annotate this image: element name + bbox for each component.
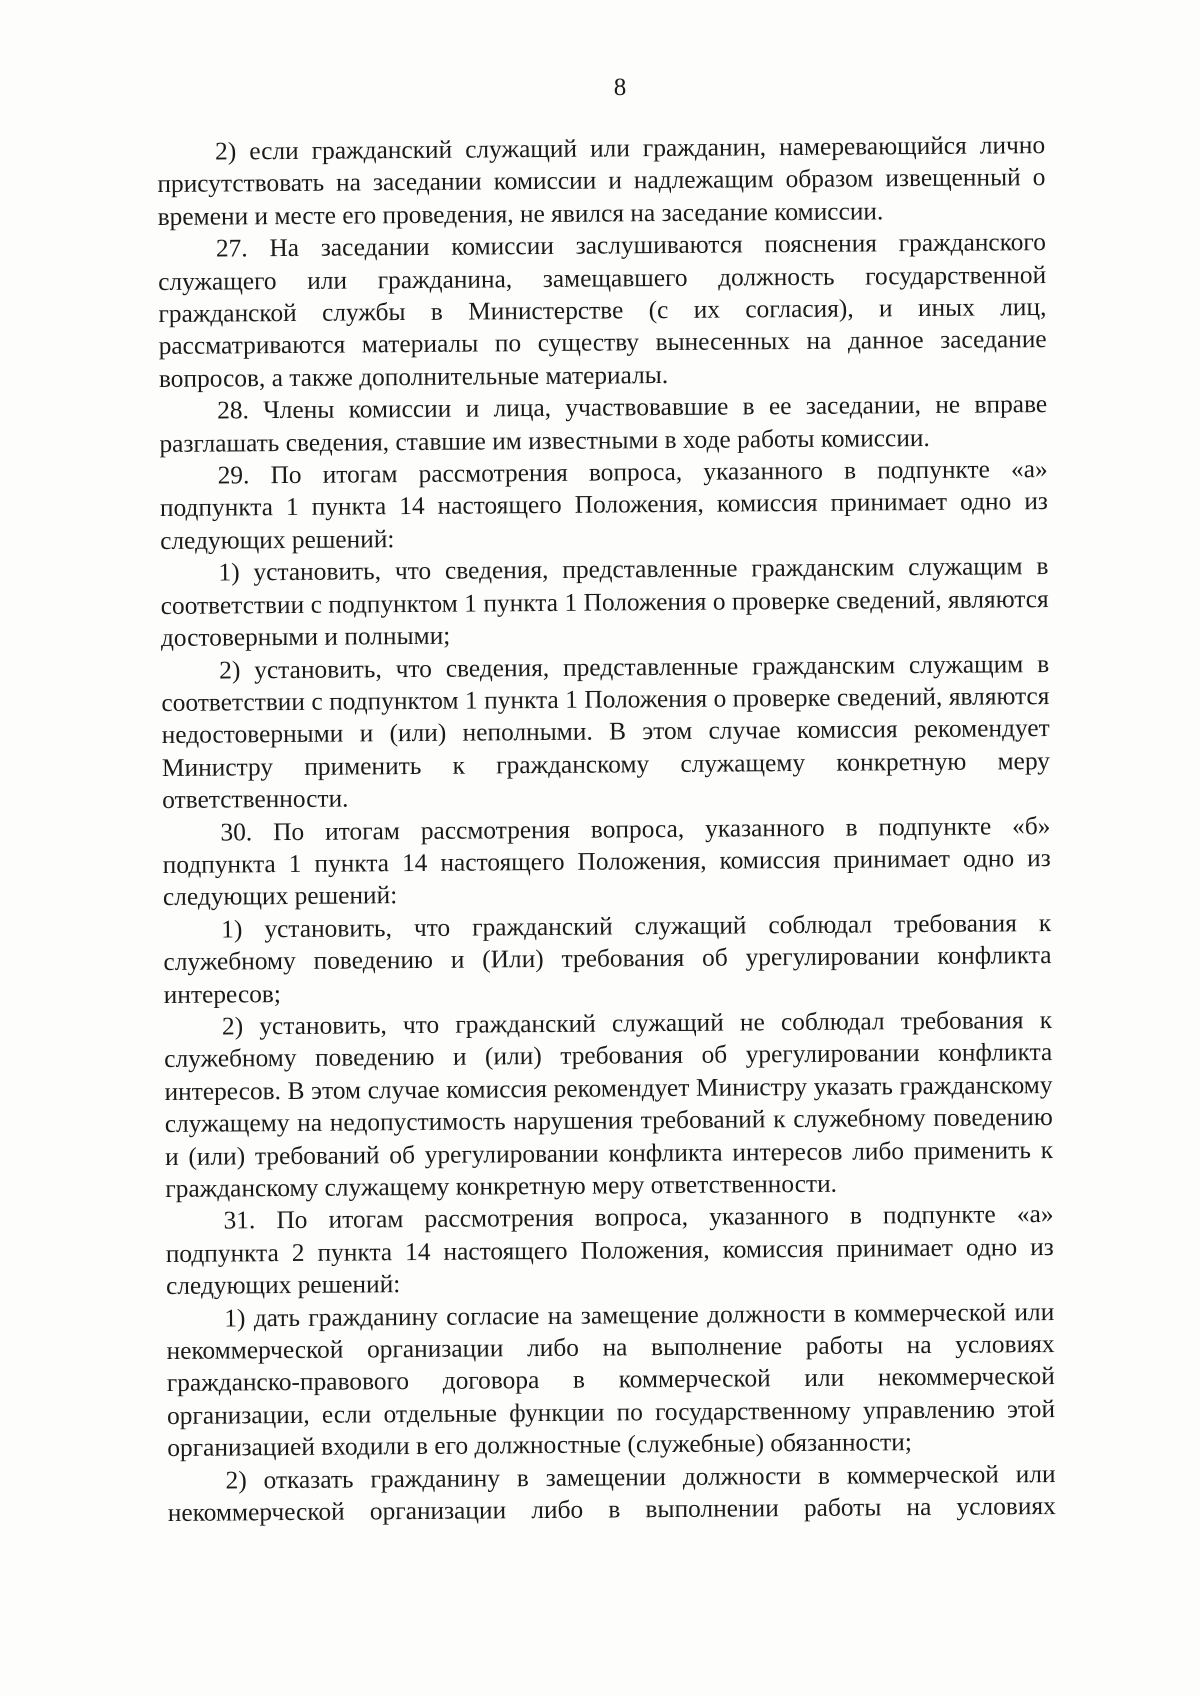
paragraph-31: 31. По итогам рассмотрения вопроса, указанного в подпункте «а» подпункта 2 пункта 14 настоящего Положения, комиссия принимает одно из следующих решений: (165, 1200, 1054, 1301)
paragraph-28: 28. Члены комиссии и лица, участвовавшие в ее заседании, не вправе разглашать сведения, ставшие им известными в ходе работы комиссии. (159, 390, 1048, 458)
paragraph-29-item-1: 1) установить, что сведения, представленные гражданским служащим в соответствии с подпунктом 1 пункта 1 Положения о проверке сведений, являются достоверными и полными; (160, 552, 1049, 653)
paragraph-30-item-1: 1) установить, что гражданский служащий соблюдал требования к служебному поведению и (Или) требования об урегулировании конфликта интересов; (163, 908, 1052, 1009)
document-body (157, 129, 1056, 1529)
paragraph-29-item-2: 2) установить, что сведения, представленные гражданским служащим в соответствии с подпунктом 1 пункта 1 Положения о проверке сведений, являются недостоверными и (или) неполными. В этом случае комиссия рекомендует Министру применить к гражданскому служащему конкретную меру ответственности. (161, 649, 1051, 815)
paragraph-27: 27. На заседании комиссии заслушиваются пояснения гражданского служащего или гражданина, замещавшего должность государственной гражданской службы в Министерстве (с их согласия), и иных лиц, рассматриваются материалы по существу вынесенных на данное заседание вопросов, а также дополнительные материалы. (158, 228, 1047, 393)
paragraph-31-item-1: 1) дать гражданину согласие на замещение должности в коммерческой или некоммерческой организации либо на выполнение работы на условиях гражданско-правового договора в коммерческой или некоммерческой организации, если отдельные функции по государственному управлению этой организацией входили в его должностные (служебные) обязанности; (166, 1297, 1056, 1463)
paragraph-30: 30. По итогам рассмотрения вопроса, указанного в подпункте «б» подпункта 1 пункта 14 настоящего Положения, комиссия принимает одно из следующих решений: (162, 811, 1051, 912)
paragraph-item-2-absence: 2) если гражданский служащий или гражданин, намеревающийся лично присутствовать на заседании комиссии и надлежащим образом извещенный о времени и месте его проведения, не явился на заседание комиссии. (157, 131, 1046, 231)
page-number: 8 (613, 74, 627, 101)
paragraph-29: 29. По итогам рассмотрения вопроса, указанного в подпункте «а» подпункта 1 пункта 14 настоящего Положения, комиссия принимает одно из следующих решений: (159, 455, 1049, 555)
paragraph-30-item-2: 2) установить, что гражданский служащий не соблюдал требования к служебному поведению и (или) требования об урегулировании конфликта интересов. В этом случае комиссия рекомендует Министру указать гражданскому служащему на недопустимость нарушения требований к служебному поведению и (или) требований об урегулировании конфликта интересов либо применить к гражданскому служащему конкретную меру ответственности. (164, 1005, 1054, 1203)
paragraph-31-item-2: 2) отказать гражданину в замещении должности в коммерческой или некоммерческой организации либо в выполнении работы на условиях (167, 1459, 1056, 1528)
